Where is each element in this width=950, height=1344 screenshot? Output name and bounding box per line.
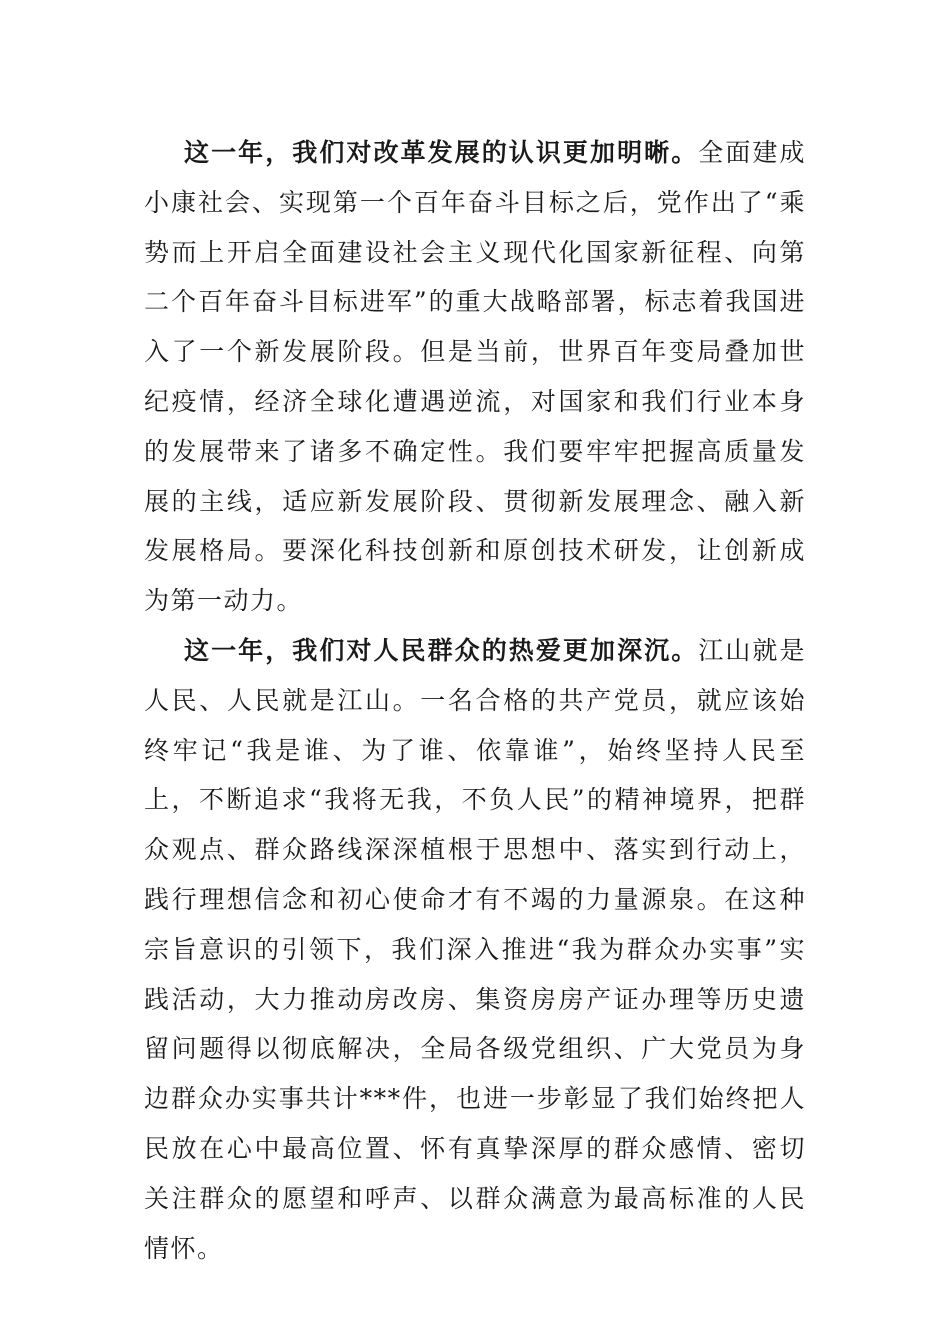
paragraph-love-for-people [144,626,806,1273]
paragraph-lead-heading: 这一年，我们对人民群众的热爱更加深沉。 [184,635,699,665]
paragraph-text: 全面建成小康社会、实现第一个百年奋斗目标之后，党作出了“乘势而上开启全面建设社会主义现代化国家新征程、向第二个百年奋斗目标进军”的重大战略部署，标志着我国进入了一个新发展阶段。但是当前，世界百年变局叠加世纪疫情，经济全球化遭遇逆流，对国家和我们行业本身的发展带来了诸多不确定性。我们要牢牢把握高质量发展的主线，适应新发展阶段、贯彻新发展理念、融入新发展格局。要深化科技创新和原创技术研发，让创新成为第一动力。 [144,138,806,616]
paragraph-text: 江山就是人民、人民就是江山。一名合格的共产党员，就应该始终牢记“我是谁、为了谁、依靠谁”，始终坚持人民至上，不断追求“我将无我，不负人民”的精神境界，把群众观点、群众路线深深植根于思想中、落实到行动上，践行理想信念和初心使命才有不竭的力量源泉。在这种宗旨意识的引领下，我们深入推进“我为群众办实事”实践活动，大力推动房改房、集资房房产证办理等历史遗留问题得以彻底解决，全局各级党组织、广大党员为身边群众办实事共计***件，也进一步彰显了我们始终把人民放在心中最高位置、怀有真挚深厚的群众感情、密切关注群众的愿望和呼声、以群众满意为最高标准的人民情怀。 [144,635,806,1263]
document-body [144,128,806,1273]
paragraph-reform-development [144,128,806,626]
paragraph-lead-heading: 这一年，我们对改革发展的认识更加明晰。 [184,138,699,167]
